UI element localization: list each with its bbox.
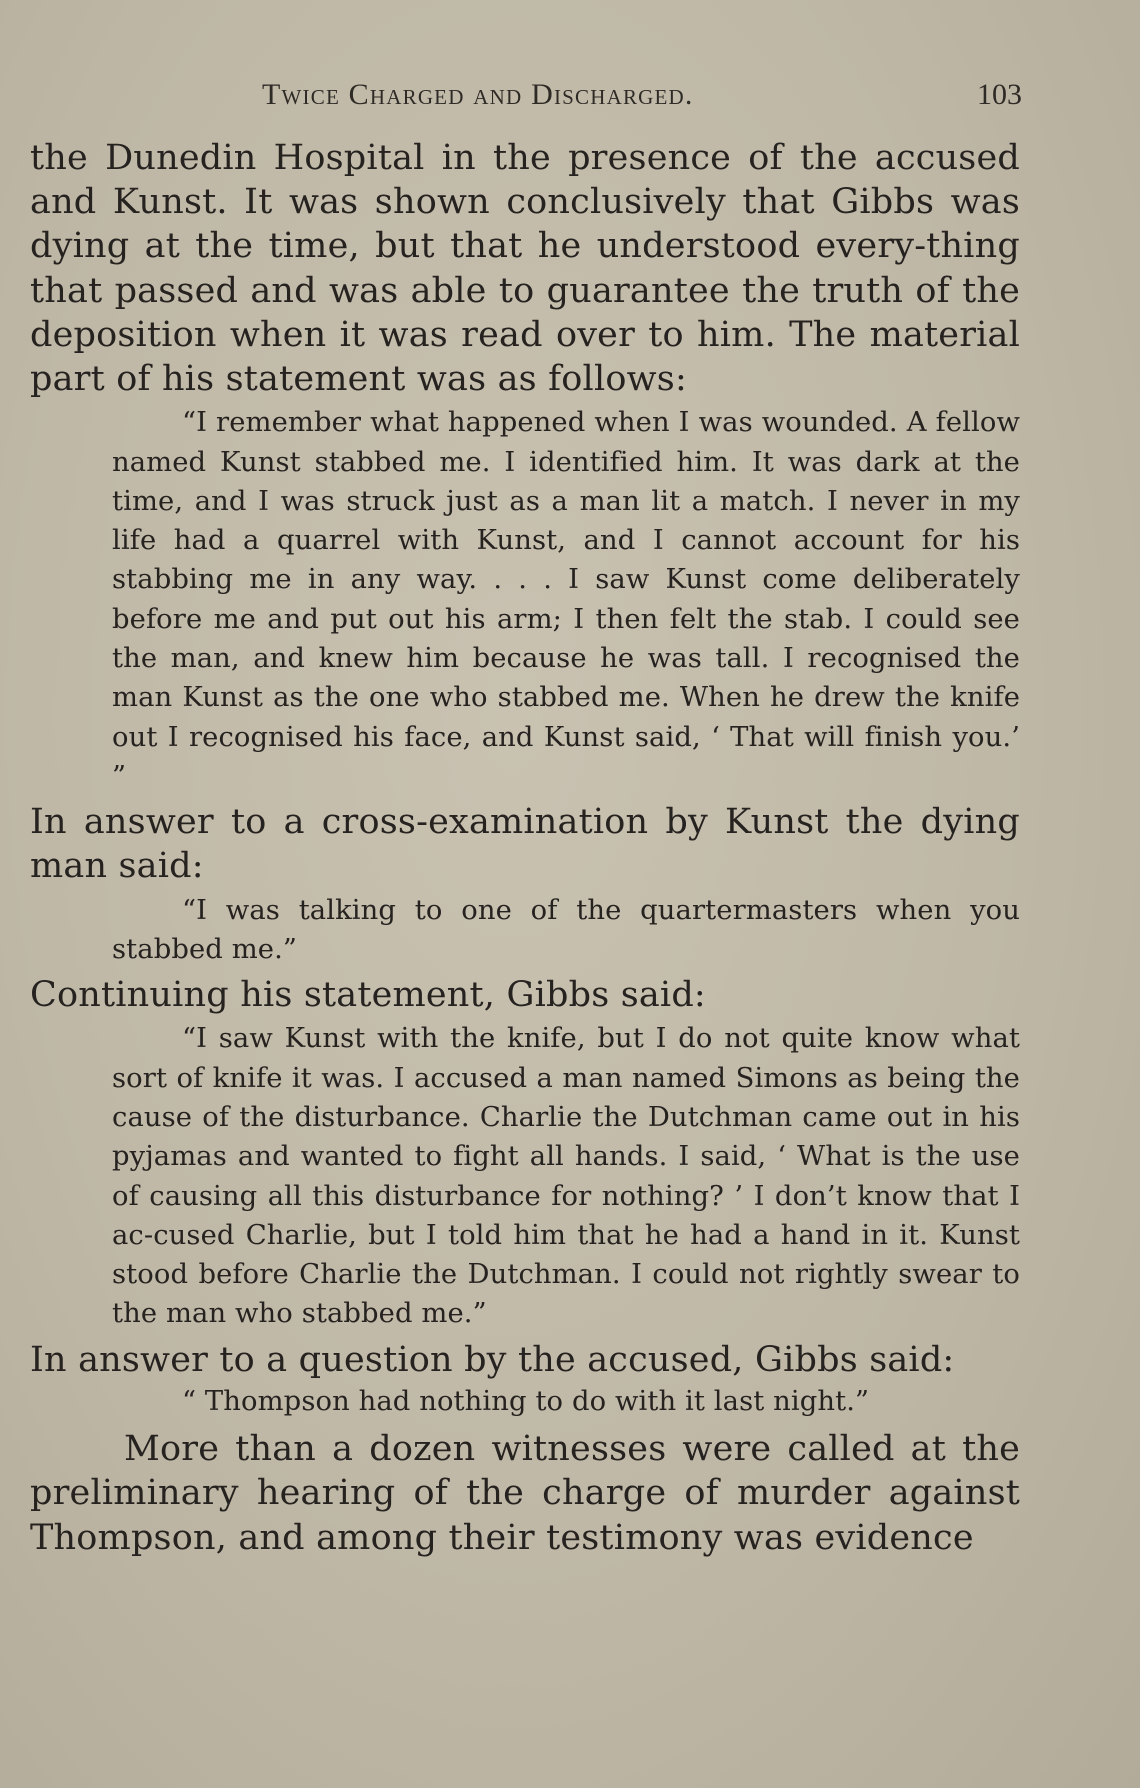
body-paragraph: In answer to a question by the accused, Gibbs said: [30,1339,955,1380]
block-quote: “ Thompson had nothing to do with it last night.” [182,1385,870,1417]
block-quote: “I was talking to one of the quartermasters when you stabbed me.” [112,894,1020,965]
running-head [262,78,1022,118]
page-number: 103 [977,78,1022,111]
body-paragraph: the Dunedin Hospital in the presence of the accused and Kunst. It was shown conclusively that Gibbs was dying at the time, but that he understood every-thing that passed and was able to guarantee the truth of the deposition when it was read over to him. The material part of his statement was as follows: [30,138,1020,400]
running-title: Twice Charged and Discharged. [262,78,694,111]
text-block [30,136,1020,1560]
block-quote: “I saw Kunst with the knife, but I do not quite know what sort of knife it was. I accused a man named Simons as being the cause of the disturbance. Charlie the Dutchman came out in his pyjamas and wanted to fight all hands. I said, ‘ What is the use of causing all this disturbance for nothing? ’ I don’t know that I ac-cused Charlie, but I told him that he had a hand in it. Kunst stood before Charlie the Dutchman. I could not rightly swear to the man who stabbed me.” [112,1023,1020,1330]
body-paragraph: In answer to a cross-examination by Kunst the dying man said: [30,802,1020,887]
body-paragraph: Continuing his statement, Gibbs said: [30,975,706,1016]
block-quote: “I remember what happened when I was wounded. A fellow named Kunst stabbed me. I identified him. It was dark at the time, and I was struck just as a man lit a match. I never in my life had a quarrel with Kunst, and I cannot account for his stabbing me in any way. . . . I saw Kunst come deliberately before me and put out his arm; I then felt the stab. I could see the man, and knew him because he was tall. I recognised the man Kunst as the one who stabbed me. When he drew the knife out I recognised his face, and Kunst said, ‘ That will finish you.’ ” [112,407,1020,792]
body-paragraph: More than a dozen witnesses were called at the preliminary hearing of the charge of murder against Thompson, and among their testimony was evidence [30,1429,1020,1558]
